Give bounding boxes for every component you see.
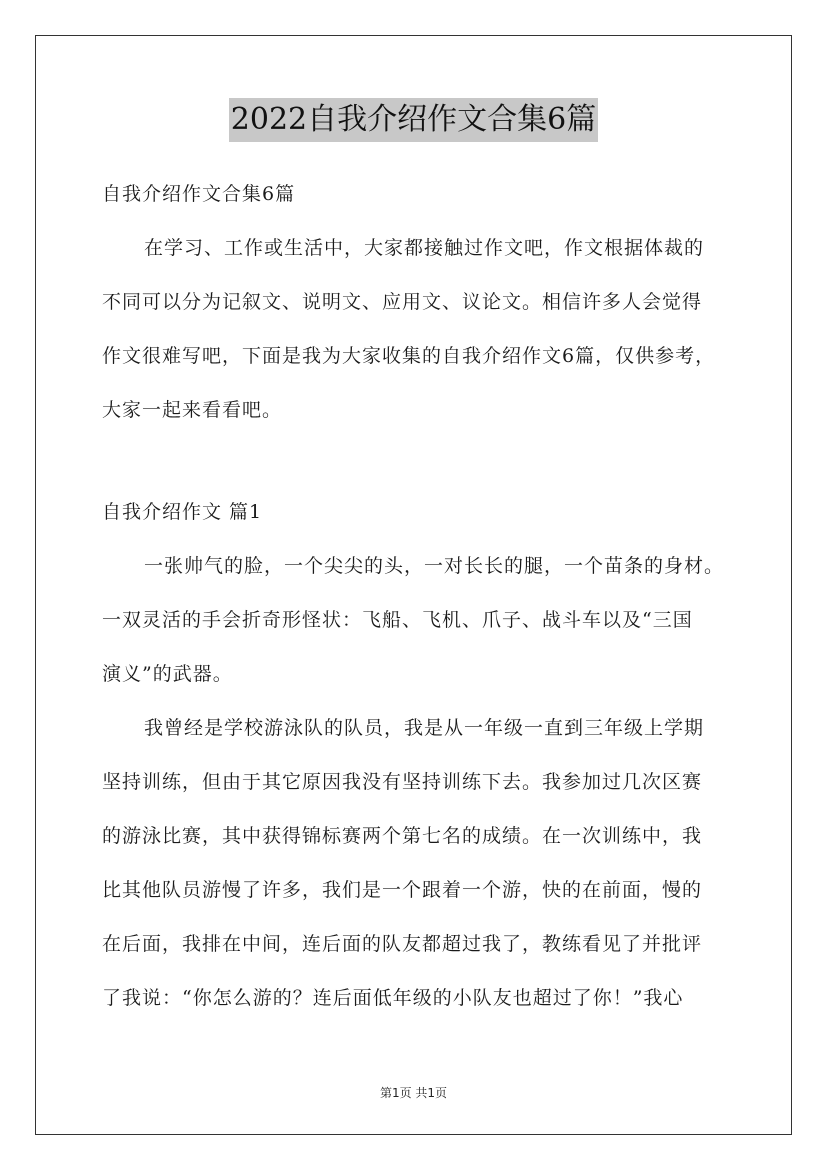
text-line: 不同可以分为记叙文、说明文、应用文、议论文。相信许多人会觉得 [102,291,703,313]
text-line: 大家一起来看看吧。 [102,399,283,421]
text-line: 坚持训练，但由于其它原因我没有坚持训练下去。我参加过几次区赛 [102,771,703,793]
text-line: 我曾经是学校游泳队的队员，我是从一年级一直到三年级上学期 [144,717,705,739]
text-line: 的游泳比赛，其中获得锦标赛两个第七名的成绩。在一次训练中，我 [102,825,703,847]
paragraph-2 [102,709,742,1017]
text-line: 作文很难写吧，下面是我为大家收集的自我介绍作文6篇，仅供参考， [102,345,716,367]
text-line: 在后面，我排在中间，连后面的队友都超过我了，教练看见了并批评 [102,933,703,955]
text-line: 比其他队员游慢了许多，我们是一个跟着一个游，快的在前面，慢的 [102,879,703,901]
section-heading: 自我介绍作文 篇1 [102,501,263,523]
text-line: 一双灵活的手会折奇形怪状：飞船、飞机、爪子、战斗车以及“三国 [102,609,693,631]
text-line: 了我说：“你怎么游的？连后面低年级的小队友也超过了你！”我心 [102,987,684,1009]
document-title: 2022自我介绍作文合集6篇 [229,98,598,142]
intro-paragraph [102,229,742,429]
subtitle: 自我介绍作文合集6篇 [102,183,296,205]
text-line: 一张帅气的脸，一个尖尖的头，一对长长的腿，一个苗条的身材。 [144,555,725,577]
text-line: 演义”的武器。 [102,663,233,685]
text-line: 在学习、工作或生活中，大家都接触过作文吧，作文根据体裁的 [144,237,705,259]
document-body [102,175,742,1017]
title-wrap [0,98,827,142]
page-footer: 第1页 共1页 [379,1086,448,1100]
paragraph-1 [102,547,742,693]
